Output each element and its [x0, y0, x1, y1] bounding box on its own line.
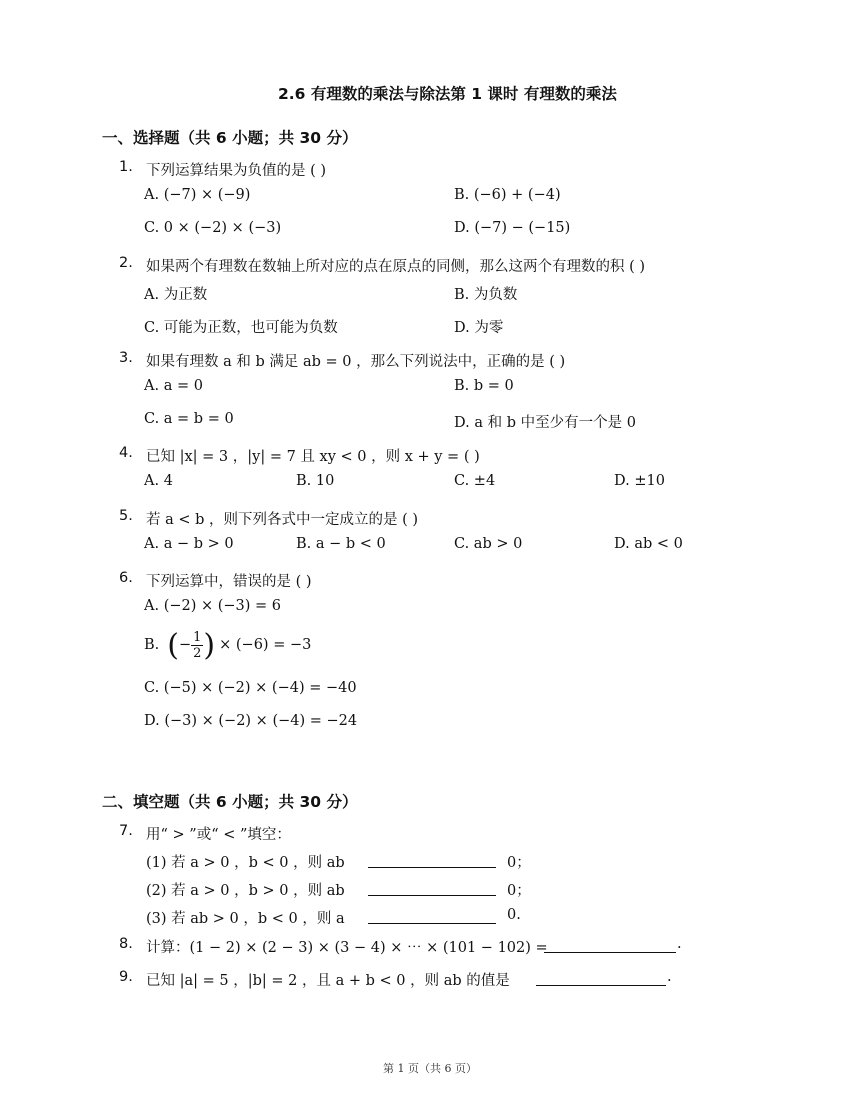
q4-option-c: C. ±4 [454, 473, 496, 489]
q6-option-b-rest: × (−6) = −3 [219, 637, 312, 653]
question-8-stem: 计算：(1 − 2) × (2 − 3) × (3 − 4) × ⋯ × (101 − 102) = [146, 940, 548, 956]
section-heading-choice: 一、选择题（共 6 小题；共 30 分） [102, 129, 358, 147]
fraction-numerator: 1 [193, 629, 202, 645]
question-3-stem: 如果有理数 a 和 b 满足 ab = 0 ，那么下列说法中，正确的是 ( ) [146, 354, 566, 370]
q7-part-1-end: 0； [507, 855, 531, 871]
page-title: 2.6 有理数的乘法与除法第 1 课时 有理数的乘法 [278, 85, 617, 103]
q1-option-d: D. (−7) − (−15) [454, 220, 571, 236]
q2-option-c: C. 可能为正数，也可能为负数 [144, 320, 338, 336]
question-2-stem: 如果两个有理数在数轴上所对应的点在原点的同侧，那么这两个有理数的积 ( ) [146, 259, 646, 275]
q3-option-b: B. b = 0 [454, 378, 514, 394]
q1-option-a: A. (−7) × (−9) [144, 187, 251, 203]
q7-part-2: (2) 若 a > 0 ，b > 0 ，则 ab [146, 883, 345, 899]
q6-option-a: A. (−2) × (−3) = 6 [144, 598, 282, 614]
q7-part-2-end: 0； [507, 883, 531, 899]
q3-option-c: C. a = b = 0 [144, 411, 234, 427]
q4-option-b: B. 10 [296, 473, 335, 489]
q9-end: . [667, 969, 672, 985]
question-5-stem: 若 a < b ，则下列各式中一定成立的是 ( ) [146, 512, 419, 528]
question-number-6: 6. [119, 570, 133, 586]
q6-option-c: C. (−5) × (−2) × (−4) = −40 [144, 680, 357, 696]
question-number-4: 4. [119, 445, 133, 461]
q8-answer-blank[interactable] [544, 938, 676, 953]
q7-part-1: (1) 若 a > 0 ，b < 0 ，则 ab [146, 855, 345, 871]
q4-option-d: D. ±10 [614, 473, 665, 489]
q2-option-b: B. 为负数 [454, 287, 518, 303]
question-6-stem: 下列运算中，错误的是 ( ) [146, 574, 312, 590]
q5-option-d: D. ab < 0 [614, 536, 683, 552]
q7-part-3-end: 0. [507, 907, 521, 923]
q1-option-c: C. 0 × (−2) × (−3) [144, 220, 282, 236]
q7-part-3-blank[interactable] [368, 909, 496, 924]
right-paren: ) [203, 627, 216, 663]
q7-part-2-blank[interactable] [368, 881, 496, 896]
page-footer: 第 1 页（共 6 页） [383, 1062, 477, 1075]
q5-option-c: C. ab > 0 [454, 536, 523, 552]
left-paren: ( [167, 627, 179, 663]
q3-option-d: D. a 和 b 中至少有一个是 0 [454, 415, 636, 431]
fraction-one-half [191, 630, 203, 661]
question-number-5: 5. [119, 508, 133, 524]
question-number-9: 9. [119, 969, 133, 985]
q2-option-d: D. 为零 [454, 320, 504, 336]
q3-option-a: A. a = 0 [144, 378, 203, 394]
question-number-7: 7. [119, 823, 133, 839]
q5-option-b: B. a − b < 0 [296, 536, 386, 552]
q8-end: . [677, 936, 682, 952]
question-7-stem: 用“ > ”或“ < ”填空： [146, 827, 291, 843]
section-heading-fill: 二、填空题（共 6 小题；共 30 分） [102, 793, 358, 811]
q7-part-3: (3) 若 ab > 0 ，b < 0 ，则 a [146, 911, 345, 927]
q5-option-a: A. a − b > 0 [144, 536, 234, 552]
question-number-3: 3. [119, 350, 133, 366]
question-1-stem: 下列运算结果为负值的是 ( ) [146, 163, 327, 179]
question-number-2: 2. [119, 255, 133, 271]
q4-option-a: A. 4 [144, 473, 173, 489]
q6-option-b-minus: − [178, 637, 192, 653]
fraction-denominator: 2 [193, 645, 202, 661]
q7-part-1-blank[interactable] [368, 853, 496, 868]
question-number-8: 8. [119, 936, 133, 952]
question-4-stem: 已知 |x| = 3 ，|y| = 7 且 xy < 0 ，则 x + y = ( ) [146, 449, 480, 465]
question-number-1: 1. [119, 159, 133, 175]
question-9-stem: 已知 |a| = 5 ，|b| = 2 ，且 a + b < 0 ，则 ab 的值是 [146, 973, 510, 989]
q9-answer-blank[interactable] [536, 971, 666, 986]
q6-option-d: D. (−3) × (−2) × (−4) = −24 [144, 713, 358, 729]
q6-option-b [144, 624, 311, 666]
q6-option-b-label: B. [144, 637, 160, 653]
q1-option-b: B. (−6) + (−4) [454, 187, 561, 203]
q2-option-a: A. 为正数 [144, 287, 208, 303]
